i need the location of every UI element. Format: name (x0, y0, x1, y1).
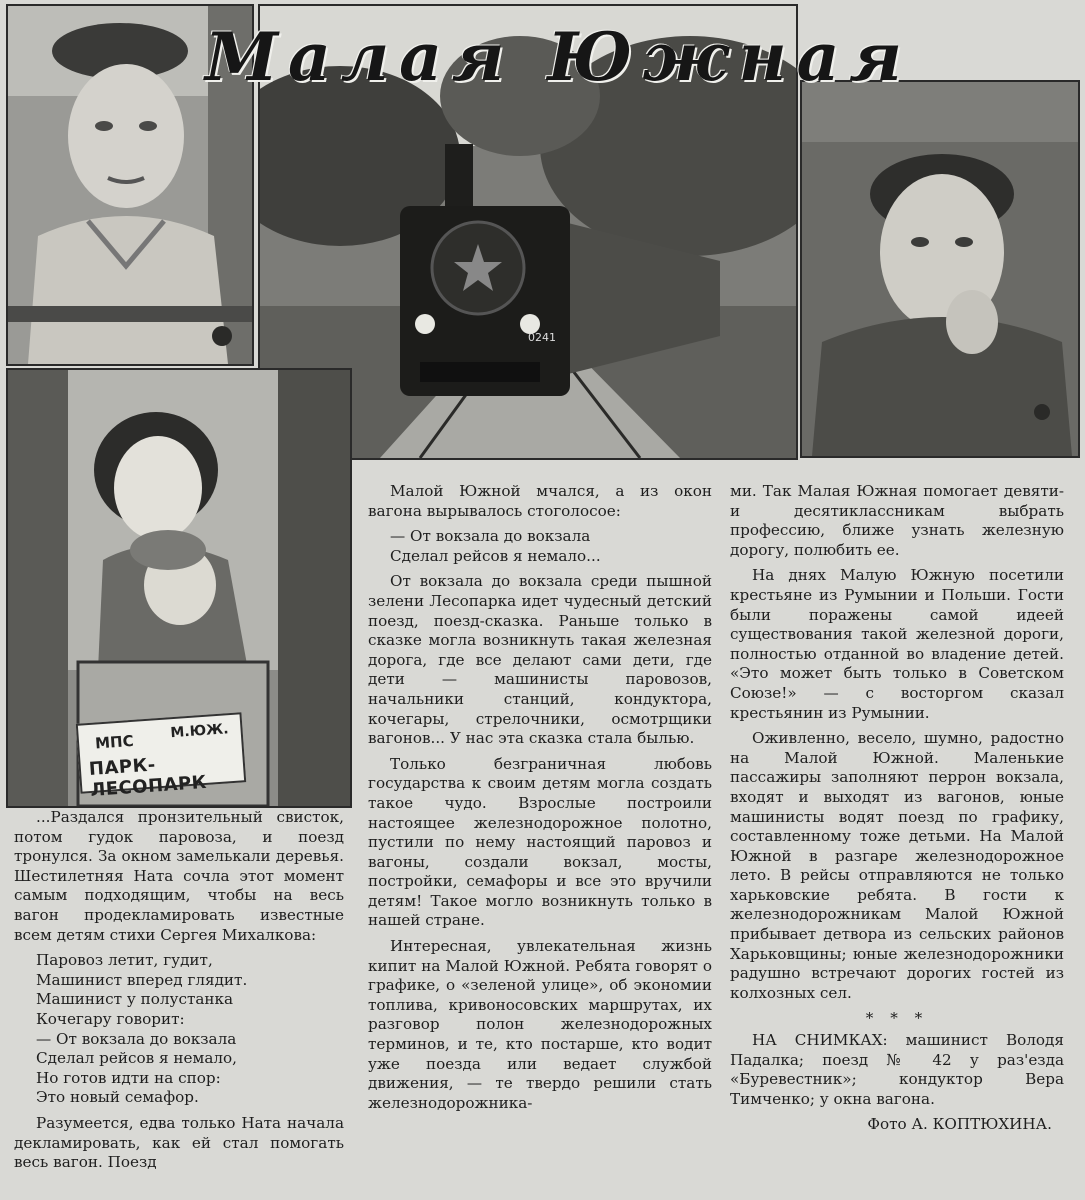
article-column-1 (14, 808, 344, 1179)
article-column-3 (730, 482, 1064, 1135)
col2-paragraph-1: Малой Южной мчался, а из окон вагона вырывалось стоголосое: (368, 482, 712, 520)
col3-paragraph-1: ми. Так Малая Южная помогает девяти-и десятиклассникам выбрать профессию, ближе узнать железную дорогу, полюбить ее. (730, 482, 1064, 559)
col2-paragraph-4: Интересная, увлекательная жизнь кипит на Малой Южной. Ребята говорят о графике, о «зеленой улице», об экономии топлива, кривоносовских маршрутах, их разговор полон железнодорожных терминов, и те, кто постарше, кто водит уже поезда или ведает службой движения, — те твердо решили стать железнодорожника- (368, 937, 712, 1112)
sign-left-text: МПС (94, 731, 135, 753)
col2-paragraph-3: Только безграничная любовь государства к своим детям могла создать такое чудо. Взрослые построили настоящее железнодорожное полотно, пустили по нему настоящий паровоз и вагоны, создали вокзал, мосты, постройки, семафоры и все это вручили детям! Такое могло возникнуть только в нашей стране. (368, 754, 712, 930)
poem-line: Паровоз летит, гудит, (36, 951, 213, 970)
poem-line: Сделал рейсов я немало... (390, 546, 601, 565)
col2-poem (390, 527, 712, 566)
photo-credit: Фото А. КОПТЮХИНА. (867, 1115, 1052, 1134)
article-column-2 (368, 482, 712, 1119)
poem-line: Машинист вперед глядит. (36, 970, 248, 989)
sign-station-text: ПАРК-ЛЕСОПАРК (88, 754, 208, 801)
poem-line: — От вокзала до вокзала (36, 1029, 237, 1048)
poem-line: Кочегару говорит: (36, 1009, 185, 1028)
poem-line: Сделал рейсов я немало, (36, 1049, 238, 1068)
sign-right-text: М.ЮЖ. (169, 721, 230, 742)
col1-paragraph-2: Разумеется, едва только Ната начала декламировать, как ей стал помогать весь вагон. Поезд (14, 1113, 344, 1172)
poem-line: Это новый семафор. (36, 1088, 199, 1107)
station-sign (76, 712, 246, 801)
boy-portrait-image (802, 82, 1078, 456)
col3-paragraph-2: На днях Малую Южную посетили крестьяне из Румынии и Польши. Гости были поражены самой идеей существования такой железной дороги, полностью отданной во владение детей. «Это может быть только в Советском Союзе!» — с восторгом сказал крестьянин из Румынии. (730, 566, 1064, 722)
section-separator: * * * (865, 1009, 929, 1028)
poem-line: Машинист у полустанка (36, 990, 234, 1009)
photo-boy-portrait (800, 80, 1080, 458)
photo-caption: НА СНИМКАХ: машинист Володя Падалка; поезд № 42 у раз'езда «Буревестник»; кондуктор Вера Тимченко; у окна вагона. (730, 1031, 1064, 1108)
col2-paragraph-2: От вокзала до вокзала среди пышной зелени Лесопарка идет чудесный детский поезд, поезд-сказка. Раньше только в сказке могла возникнуть такая железная дорога, где все делают сами дети, где дети — машинисты паровозов, начальники станций, кондуктора, кочегары, стрелочники, осмотрщики вагонов... У нас эта сказка стала былью. (368, 572, 712, 748)
col1-paragraph-1: ...Раздался пронзительный свисток, потом гудок паровоза, и поезд тронулся. За окном замелькали деревья. Шестилетняя Ната сочла этот момент самым подходящим, чтобы на весь вагон продекламировать известные всем детям стихи Сергея Михалкова: (14, 808, 344, 944)
locomotive-number: 0241 (528, 331, 556, 344)
page-headline: Малая Южная (205, 18, 912, 96)
poem-line: Но готов идти на спор: (36, 1068, 221, 1087)
col3-paragraph-3: Оживленно, весело, шумно, радостно на Малой Южной. Маленькие пассажиры заполняют перрон вокзала, входят и выходят из вагонов, юные машинисты водят поезд по графику, составленному тоже детьми. На Малой Южной в разгаре железнодорожное лето. В рейсы отправляются не только харьковские ребята. В гости к железнодорожникам Малой Южной прибывает детвора из сельских районов Харьковщины; юные железнодорожники радушно встречают дорогих гостей из колхозных сел. (730, 729, 1064, 1002)
col1-poem (36, 951, 344, 1108)
poem-line: — От вокзала до вокзала (390, 527, 591, 546)
